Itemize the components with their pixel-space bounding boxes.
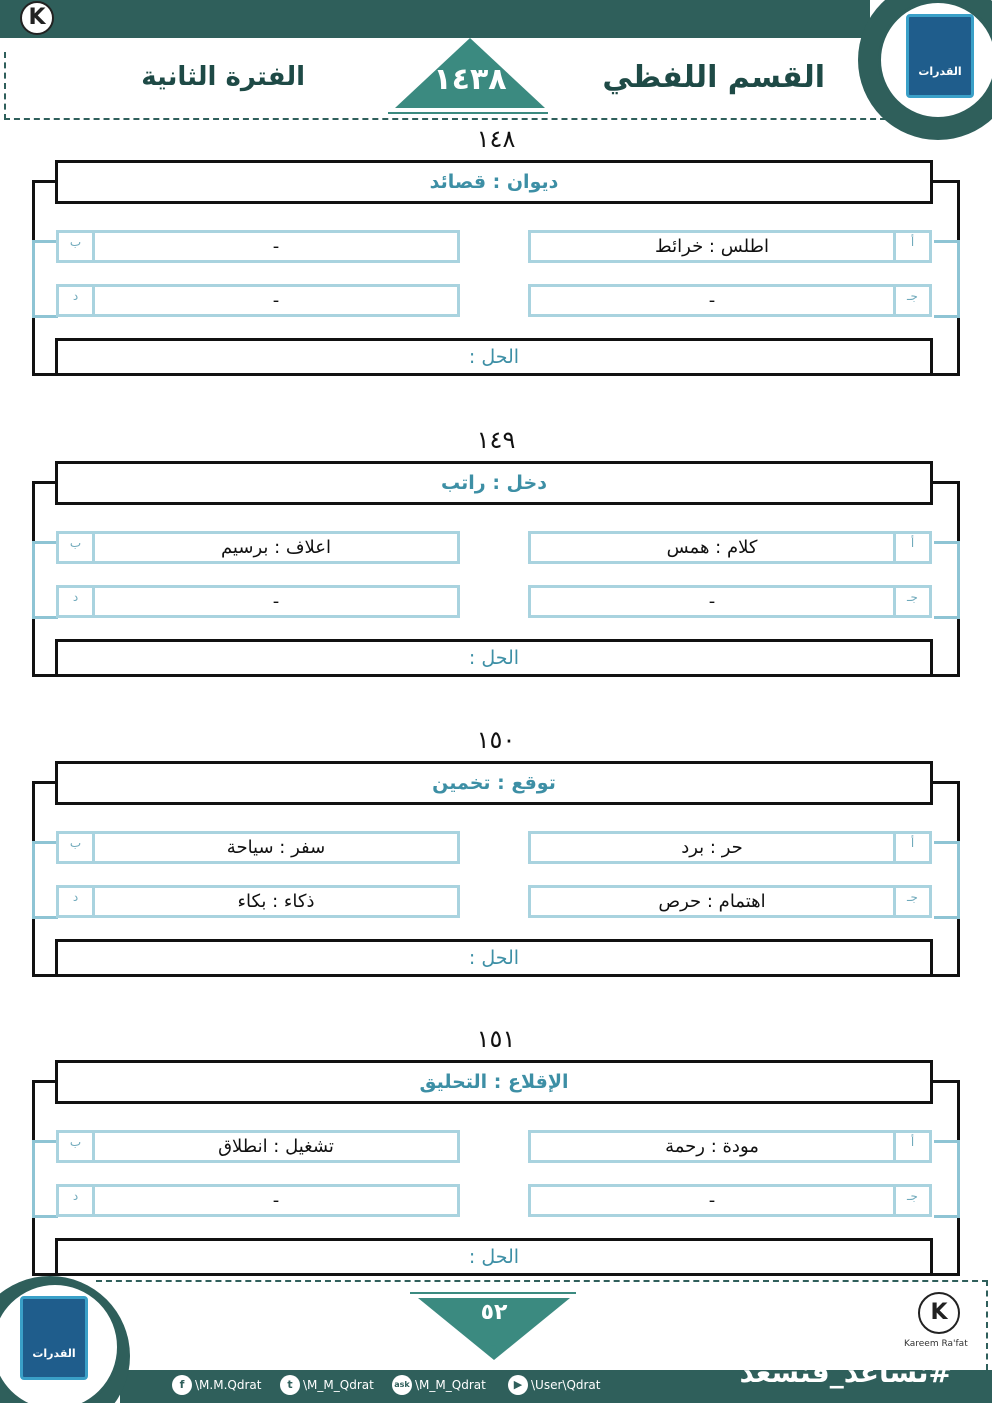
option-letter-c: جـ [893, 888, 929, 915]
option-b[interactable] [56, 831, 460, 864]
answer-label: الحل : [468, 947, 520, 969]
option-c[interactable] [528, 284, 932, 317]
question-number: ١٤٨ [476, 125, 516, 153]
options-bracket-left [32, 240, 58, 318]
book-logo-label: القدرات [918, 65, 962, 78]
option-text-a: مودة : رحمة [665, 1136, 759, 1157]
options-bracket-right [934, 1140, 960, 1218]
option-text-b: اعلاف : برسيم [220, 537, 332, 558]
option-text-c: اهتمام : حرص [658, 891, 766, 912]
options-bracket-left [32, 1140, 58, 1218]
question-stem-bar [55, 160, 933, 204]
option-letter-d: د [59, 287, 95, 314]
option-letter-b: ب [59, 534, 95, 561]
option-letter-b: ب [59, 1133, 95, 1160]
options-bracket-right [934, 841, 960, 919]
option-letter-b: ب [59, 834, 95, 861]
option-c[interactable] [528, 1184, 932, 1217]
option-text-a: حر : برد [681, 837, 743, 858]
question-stem: توقع : تخمين [432, 772, 556, 794]
option-b[interactable] [56, 1130, 460, 1163]
footer-k-logo: K [918, 1292, 960, 1334]
social-handle-ask: \M_M_Qdrat [415, 1378, 486, 1392]
option-d[interactable] [56, 284, 460, 317]
option-text-d: - [272, 1190, 280, 1211]
social-handle-facebook: \M.M.Qdrat [195, 1378, 262, 1392]
question-stem-bar [55, 761, 933, 805]
question-number: ١٥١ [476, 1025, 516, 1053]
social-link-4[interactable] [508, 1374, 601, 1396]
social-link-3[interactable] [392, 1374, 486, 1396]
option-letter-a: أ [893, 233, 929, 260]
answer-bar[interactable] [55, 338, 933, 376]
footer-brand-caption: Kareem Ra'fat [904, 1339, 968, 1349]
social-handle-youtube: \User\Qdrat [531, 1378, 601, 1392]
section-title: القسم اللفظي [602, 60, 825, 95]
answer-label: الحل : [468, 346, 520, 368]
option-letter-d: د [59, 1187, 95, 1214]
period-title: الفترة الثانية [141, 62, 305, 92]
option-text-b: - [272, 236, 280, 257]
option-text-d: - [272, 290, 280, 311]
answer-bar[interactable] [55, 1238, 933, 1276]
option-a[interactable] [528, 831, 932, 864]
year-triangle-underline [388, 112, 548, 114]
option-text-d: ذكاء : بكاء [237, 891, 315, 912]
page-number: ٥٢ [480, 1300, 508, 1325]
ask-icon: ask [392, 1375, 412, 1395]
header-year: ١٤٣٨ [433, 62, 507, 97]
option-text-d: - [272, 591, 280, 612]
option-a[interactable] [528, 531, 932, 564]
question-stem: الإقلاع : التحليق [419, 1071, 569, 1093]
question-number: ١٤٩ [476, 426, 516, 454]
header-band [0, 0, 870, 38]
social-link-1[interactable] [172, 1374, 261, 1396]
question-number: ١٥٠ [476, 726, 516, 754]
footer-book-logo-label: القدرات [32, 1347, 76, 1360]
option-b[interactable] [56, 230, 460, 263]
brand-caption: Kareem Ra'fat [4, 38, 68, 48]
option-text-b: سفر : سياحة [226, 837, 326, 858]
footer-hashtag: #نساعد_فنسعد [739, 1356, 952, 1389]
option-letter-c: جـ [893, 1187, 929, 1214]
option-d[interactable] [56, 1184, 460, 1217]
option-a[interactable] [528, 230, 932, 263]
option-a[interactable] [528, 1130, 932, 1163]
answer-bar[interactable] [55, 639, 933, 677]
option-letter-d: د [59, 888, 95, 915]
option-letter-c: جـ [893, 287, 929, 314]
brand-k-logo: K [20, 1, 54, 35]
social-handle-twitter: \M_M_Qdrat [303, 1378, 374, 1392]
options-bracket-left [32, 541, 58, 619]
options-bracket-right [934, 240, 960, 318]
option-d[interactable] [56, 585, 460, 618]
option-d[interactable] [56, 885, 460, 918]
options-bracket-right [934, 541, 960, 619]
question-stem-bar [55, 1060, 933, 1104]
answer-bar[interactable] [55, 939, 933, 977]
answer-label: الحل : [468, 647, 520, 669]
youtube-icon: ▶ [508, 1375, 528, 1395]
page-dot [489, 1345, 497, 1353]
question-stem: ديوان : قصائد [429, 171, 559, 193]
option-c[interactable] [528, 585, 932, 618]
question-stem-bar [55, 461, 933, 505]
option-text-b: تشغيل : انطلاق [218, 1136, 334, 1157]
option-letter-d: د [59, 588, 95, 615]
option-text-a: اطلس : خرائط [655, 236, 769, 257]
option-c[interactable] [528, 885, 932, 918]
social-link-2[interactable] [280, 1374, 374, 1396]
option-letter-b: ب [59, 233, 95, 260]
option-letter-a: أ [893, 534, 929, 561]
option-letter-c: جـ [893, 588, 929, 615]
answer-label: الحل : [468, 1246, 520, 1268]
options-bracket-left [32, 841, 58, 919]
option-letter-a: أ [893, 834, 929, 861]
page-triangle-line [410, 1292, 576, 1294]
option-letter-a: أ [893, 1133, 929, 1160]
footer-book-logo-icon [20, 1296, 88, 1380]
book-logo-icon [906, 14, 974, 98]
page-header [0, 0, 992, 122]
option-text-a: كلام : همس [666, 537, 758, 558]
question-stem: دخل : راتب [441, 472, 547, 494]
option-text-c: - [708, 591, 716, 612]
twitter-icon: t [280, 1375, 300, 1395]
option-text-c: - [708, 290, 716, 311]
facebook-icon: f [172, 1375, 192, 1395]
option-text-c: - [708, 1190, 716, 1211]
option-b[interactable] [56, 531, 460, 564]
